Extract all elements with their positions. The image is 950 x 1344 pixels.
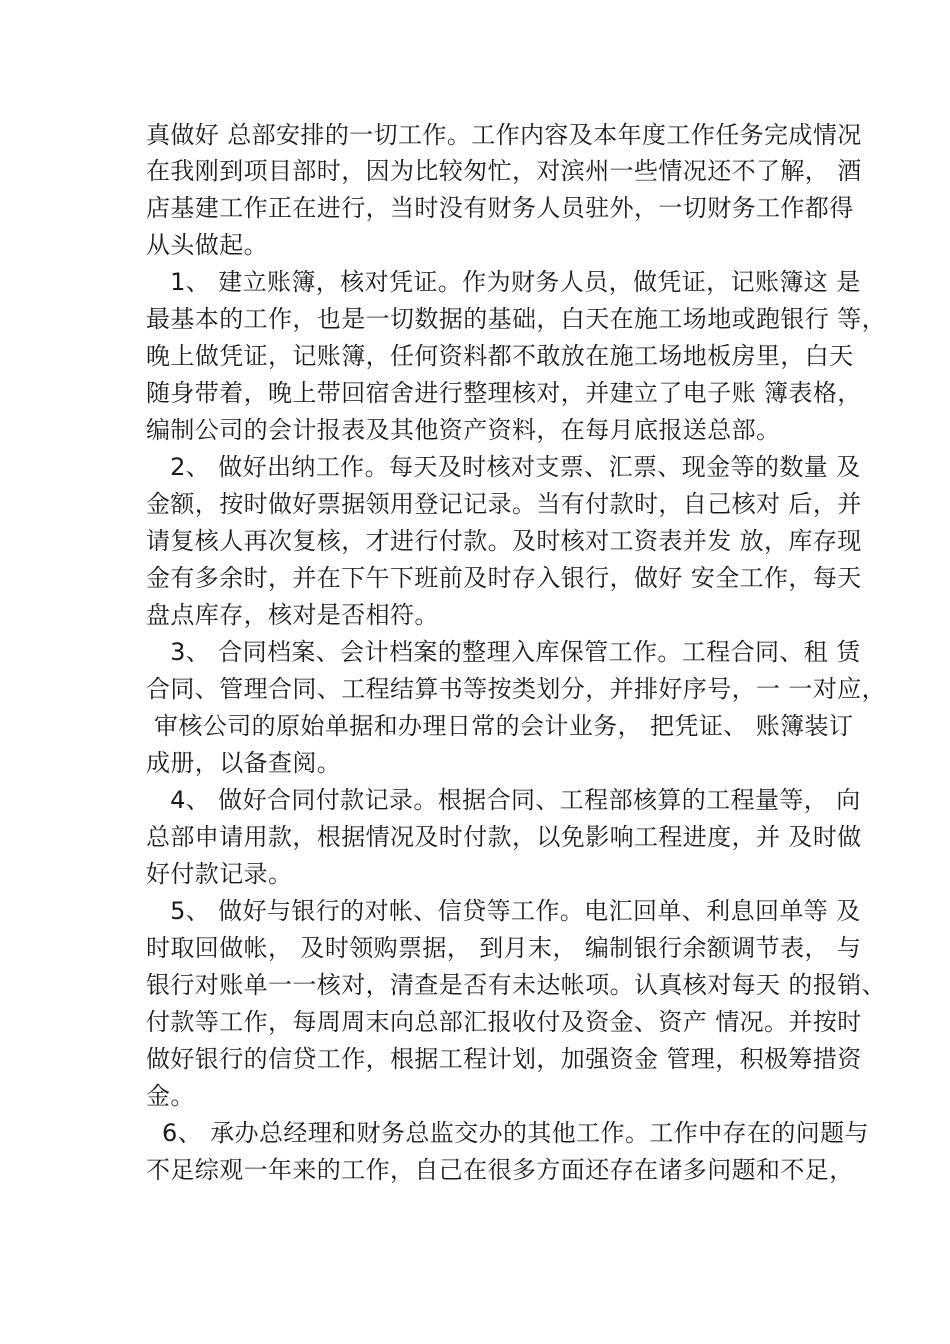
text-line: 审核公司的原始单据和办理日常的会计业务， 把凭证、 账簿装订 bbox=[146, 712, 854, 740]
text-line: 好付款记录。 bbox=[146, 860, 293, 888]
text-line: 5、 做好与银行的对帐、信贷等工作。电汇回单、利息回单等 及 bbox=[146, 897, 861, 925]
text-line: 编制公司的会计报表及其他资产资料，在每月底报送总部。 bbox=[146, 416, 781, 444]
text-line: 金。 bbox=[146, 1082, 195, 1110]
text-line: 2、 做好出纳工作。每天及时核对支票、汇票、现金等的数量 及 bbox=[146, 453, 861, 481]
text-line: 1、 建立账簿，核对凭证。作为财务人员，做凭证，记账簿这 是 bbox=[146, 268, 861, 296]
text-line: 6、 承办总经理和财务总监交办的其他工作。工作中存在的问题与 bbox=[146, 1119, 869, 1147]
text-line: 总部申请用款，根据情况及时付款，以免影响工程进度，并 及时做 bbox=[146, 823, 862, 851]
text-line: 晚上做凭证，记账簿，任何资料都不敢放在施工场地板房里，白天 bbox=[146, 342, 854, 370]
text-line: 付款等工作，每周周末向总部汇报收付及资金、资产 情况。并按时 bbox=[146, 1008, 862, 1036]
text-line: 随身带着，晚上带回宿舍进行整理核对，并建立了电子账 簿表格， bbox=[146, 379, 862, 407]
text-line: 做好银行的信贷工作，根据工程计划，加强资金 管理，积极筹措资 bbox=[146, 1045, 862, 1073]
text-line: 从头做起。 bbox=[146, 231, 268, 259]
text-line: 金有多余时，并在下午下班前及时存入银行，做好 安全工作，每天 bbox=[146, 564, 862, 592]
text-line: 4、 做好合同付款记录。根据合同、工程部核算的工程量等， 向 bbox=[146, 786, 861, 814]
text-line: 请复核人再次复核，才进行付款。及时核对工资表并发 放，库存现 bbox=[146, 527, 862, 555]
text-line: 银行对账单一一核对，清查是否有未达帐项。认真核对每天 的报销、 bbox=[146, 971, 887, 999]
text-line: 成册，以备查阅。 bbox=[146, 749, 342, 777]
text-line: 合同、管理合同、工程结算书等按类划分，并排好序号，一 一对应， bbox=[146, 675, 887, 703]
text-line: 真做好 总部安排的一切工作。工作内容及本年度工作任务完成情况 bbox=[146, 121, 862, 149]
text-line: 不足综观一年来的工作，自己在很多方面还存在诸多问题和不足， bbox=[146, 1156, 854, 1184]
text-line: 时取回做帐， 及时领购票据， 到月末， 编制银行余额调节表， 与 bbox=[146, 934, 862, 962]
text-line: 金额，按时做好票据领用登记记录。当有付款时，自己核对 后，并 bbox=[146, 490, 862, 518]
text-line: 最基本的工作，也是一切数据的基础，白天在施工场地或跑银行 等， bbox=[146, 305, 887, 333]
text-line: 3、 合同档案、会计档案的整理入库保管工作。工程合同、租 赁 bbox=[146, 638, 861, 666]
text-line: 盘点库存，核对是否相符。 bbox=[146, 601, 439, 629]
text-line: 在我刚到项目部时，因为比较匆忙，对滨州一些情况还不了解， 酒 bbox=[146, 157, 862, 185]
text-line: 店基建工作正在进行，当时没有财务人员驻外，一切财务工作都得 bbox=[146, 194, 854, 222]
